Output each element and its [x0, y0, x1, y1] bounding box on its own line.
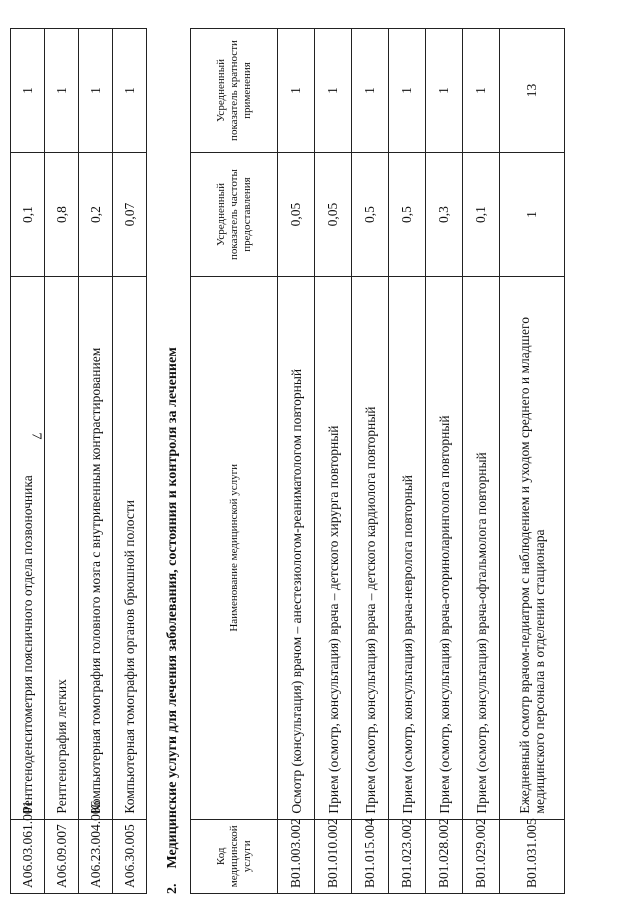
service-code: B01.010.002 — [315, 819, 352, 893]
multiplicity-value: 1 — [352, 29, 389, 153]
table-row — [315, 29, 352, 894]
service-code: B01.029.002 — [463, 819, 500, 893]
frequency-value: 0,07 — [113, 153, 147, 277]
table-row — [278, 29, 315, 894]
multiplicity-value: 13 — [500, 29, 565, 153]
service-code: B01.015.004 — [352, 819, 389, 893]
service-code: A06.23.004.006 — [79, 819, 113, 893]
multiplicity-value: 1 — [278, 29, 315, 153]
service-code: B01.028.002 — [426, 819, 463, 893]
service-name: Прием (осмотр, консультация) врача – детского хирурга повторный — [315, 277, 352, 820]
service-name: Прием (осмотр, консультация) врача-невролога повторный — [389, 277, 426, 820]
table-row — [352, 29, 389, 894]
frequency-value: 0,5 — [352, 153, 389, 277]
multiplicity-value: 1 — [45, 29, 79, 153]
service-name: Компьютерная томография головного мозга с внутривенным контрастированием — [79, 277, 113, 820]
multiplicity-value: 1 — [463, 29, 500, 153]
section-heading — [165, 28, 181, 894]
table-header-row — [191, 29, 278, 894]
service-code: B01.023.002 — [389, 819, 426, 893]
multiplicity-value: 1 — [389, 29, 426, 153]
table-row — [463, 29, 500, 894]
frequency-value: 0,3 — [426, 153, 463, 277]
header-name: Наименование медицинской услуги — [191, 277, 278, 820]
service-code: B01.031.005 — [500, 819, 565, 893]
service-code: A06.30.005 — [113, 819, 147, 893]
table-row — [79, 29, 113, 894]
service-name: Ежедневный осмотр врачом-педиатром с наблюдением и уходом среднего и младшего медицинского персонала в отделении стационара — [500, 277, 565, 820]
frequency-value: 1 — [500, 153, 565, 277]
service-name: Компьютерная томография органов брюшной полости — [113, 277, 147, 820]
table-row — [113, 29, 147, 894]
frequency-value: 0,1 — [463, 153, 500, 277]
section-title: Медицинские услуги для лечения заболевания, состояния и контроля за лечением — [165, 347, 180, 869]
service-name: Осмотр (консультация) врачом – анестезиологом-реаниматологом повторный — [278, 277, 315, 820]
service-name: Рентгенография легких — [45, 277, 79, 820]
header-code: Код медицинской услуги — [191, 819, 278, 893]
multiplicity-value: 1 — [113, 29, 147, 153]
frequency-value: 0,2 — [79, 153, 113, 277]
table-row — [389, 29, 426, 894]
header-multiplicity: Усредненный показатель кратности применения — [191, 29, 278, 153]
page-number: 7 — [28, 432, 44, 440]
frequency-value: 0,5 — [389, 153, 426, 277]
header-frequency: Усредненный показатель частоты предоставления — [191, 153, 278, 277]
service-code: A06.09.007 — [45, 819, 79, 893]
multiplicity-value: 1 — [11, 29, 45, 153]
multiplicity-value: 1 — [315, 29, 352, 153]
service-code: A06.03.061.001 — [11, 819, 45, 893]
table-row — [45, 29, 79, 894]
multiplicity-value: 1 — [79, 29, 113, 153]
frequency-value: 0,05 — [315, 153, 352, 277]
content-frame — [10, 22, 600, 902]
table-row — [11, 29, 45, 894]
frequency-value: 0,05 — [278, 153, 315, 277]
service-code: B01.003.002 — [278, 819, 315, 893]
table-row — [426, 29, 463, 894]
multiplicity-value: 1 — [426, 29, 463, 153]
service-name: Прием (осмотр, консультация) врача-офтальмолога повторный — [463, 277, 500, 820]
service-name: Рентгеноденситометрия поясничного отдела позвоночника — [11, 277, 45, 820]
table-row — [500, 29, 565, 894]
service-name: Прием (осмотр, консультация) врача-оториноларинголога повторный — [426, 277, 463, 820]
rotated-page-content — [19, 22, 640, 902]
frequency-value: 0,8 — [45, 153, 79, 277]
treatment-table — [190, 28, 565, 894]
diagnostics-table — [10, 28, 147, 894]
service-name: Прием (осмотр, консультация) врача – детского кардиолога повторный — [352, 277, 389, 820]
section-number: 2. — [165, 883, 180, 894]
frequency-value: 0,1 — [11, 153, 45, 277]
